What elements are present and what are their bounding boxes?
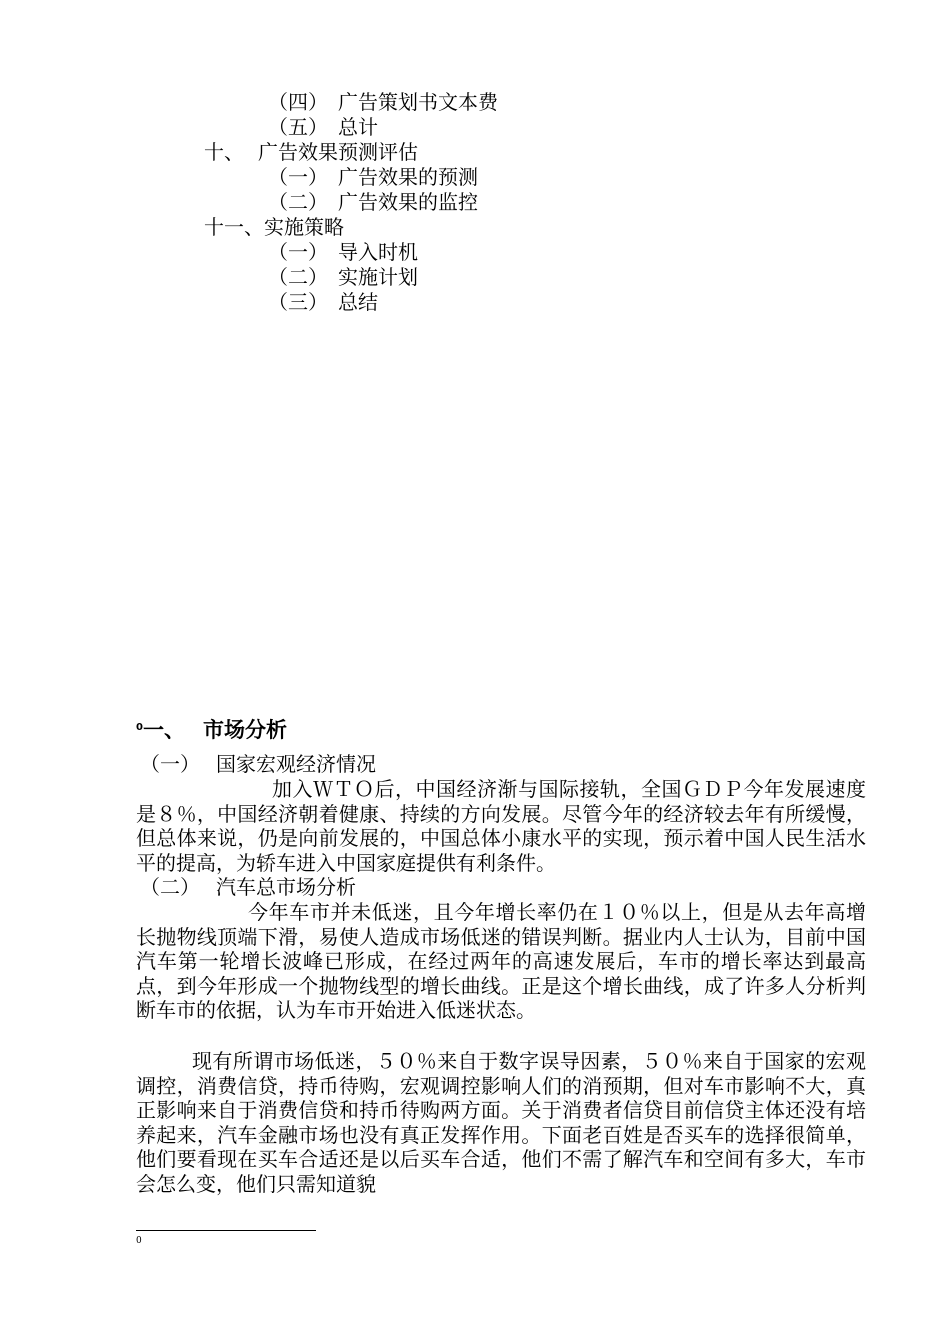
- subsection-number: （一）: [140, 752, 200, 776]
- footnote: 0: [136, 1236, 142, 1246]
- toc-item-text: 总计: [338, 115, 378, 139]
- toc-item-number: （二）: [268, 265, 328, 289]
- toc-item-number: （二）: [268, 190, 328, 214]
- toc-item-number: （一）: [268, 165, 328, 189]
- toc-item: [204, 215, 344, 240]
- toc-item-number: （五）: [268, 115, 328, 139]
- toc-item: [268, 90, 498, 115]
- section-number: 一、: [142, 718, 185, 742]
- toc-item: [268, 190, 478, 215]
- toc-item-text: 导入时机: [338, 240, 418, 264]
- toc-item: [268, 240, 418, 265]
- toc-item: [268, 165, 478, 190]
- body-paragraph: 加入ＷＴＯ后，中国经济渐与国际接轨，全国ＧＤＰ今年发展速度是８％，中国经济朝着健康、持续的方向发展。尽管今年的经济较去年有所缓慢，但总体来说，仍是向前发展的，中国总体小康水平的实现，预示着中国人民生活水平的提高，为轿车进入中国家庭提供有利条件。: [136, 777, 866, 875]
- subsection-number: （二）: [140, 875, 200, 899]
- toc-item-text: 广告效果预测评估: [258, 140, 418, 164]
- toc-item-number: （四）: [268, 90, 328, 114]
- toc-item-text: 实施策略: [264, 215, 344, 239]
- footnote-separator: [136, 1230, 316, 1231]
- toc-item: [268, 290, 378, 315]
- toc-item: [268, 115, 378, 140]
- toc-item-number: （三）: [268, 290, 328, 314]
- toc-item-text: 总结: [338, 290, 378, 314]
- toc-item-number: 十、: [204, 140, 244, 164]
- footnote-reference[interactable]: 0: [136, 722, 143, 733]
- body-paragraph: 今年车市并未低迷，且今年增长率仍在１０％以上，但是从去年高增长抛物线顶端下滑，易使人造成市场低迷的错误判断。据业内人士认为，目前中国汽车第一轮增长波峰已形成，在经过两年的高速发展后，车市的增长率达到最高点，到今年形成一个抛物线型的增长曲线。正是这个增长曲线，成了许多人分析判断车市的依据，认为车市开始进入低迷状态。: [136, 900, 866, 1022]
- section-title: 市场分析: [202, 718, 287, 742]
- toc-item: [268, 265, 418, 290]
- section-heading: [136, 716, 287, 744]
- subsection-heading: [140, 752, 376, 777]
- toc-item-text: 实施计划: [338, 265, 418, 289]
- toc-item-text: 广告策划书文本费: [338, 90, 498, 114]
- subsection-title: 国家宏观经济情况: [216, 752, 376, 776]
- toc-item-text: 广告效果的监控: [338, 190, 478, 214]
- toc-item-number: 十一、: [204, 215, 264, 239]
- toc-item-text: 广告效果的预测: [338, 165, 478, 189]
- subsection-heading: [140, 875, 356, 900]
- subsection-title: 汽车总市场分析: [216, 875, 356, 899]
- toc-item-number: （一）: [268, 240, 328, 264]
- toc-item: [204, 140, 418, 165]
- body-paragraph: 现有所谓市场低迷，５０％来自于数字误导因素，５０％来自于国家的宏观调控，消费信贷，持币待购，宏观调控影响人们的消预期，但对车市影响不大，真正影响来自于消费信贷和持币待购两方面。关于消费者信贷目前信贷主体还没有培养起来，汽车金融市场也没有真正发挥作用。下面老百姓是否买车的选择很简单，他们要看现在买车合适还是以后买车合适，他们不需了解汽车和空间有多大，车市会怎么变，他们只需知道貌: [136, 1049, 866, 1196]
